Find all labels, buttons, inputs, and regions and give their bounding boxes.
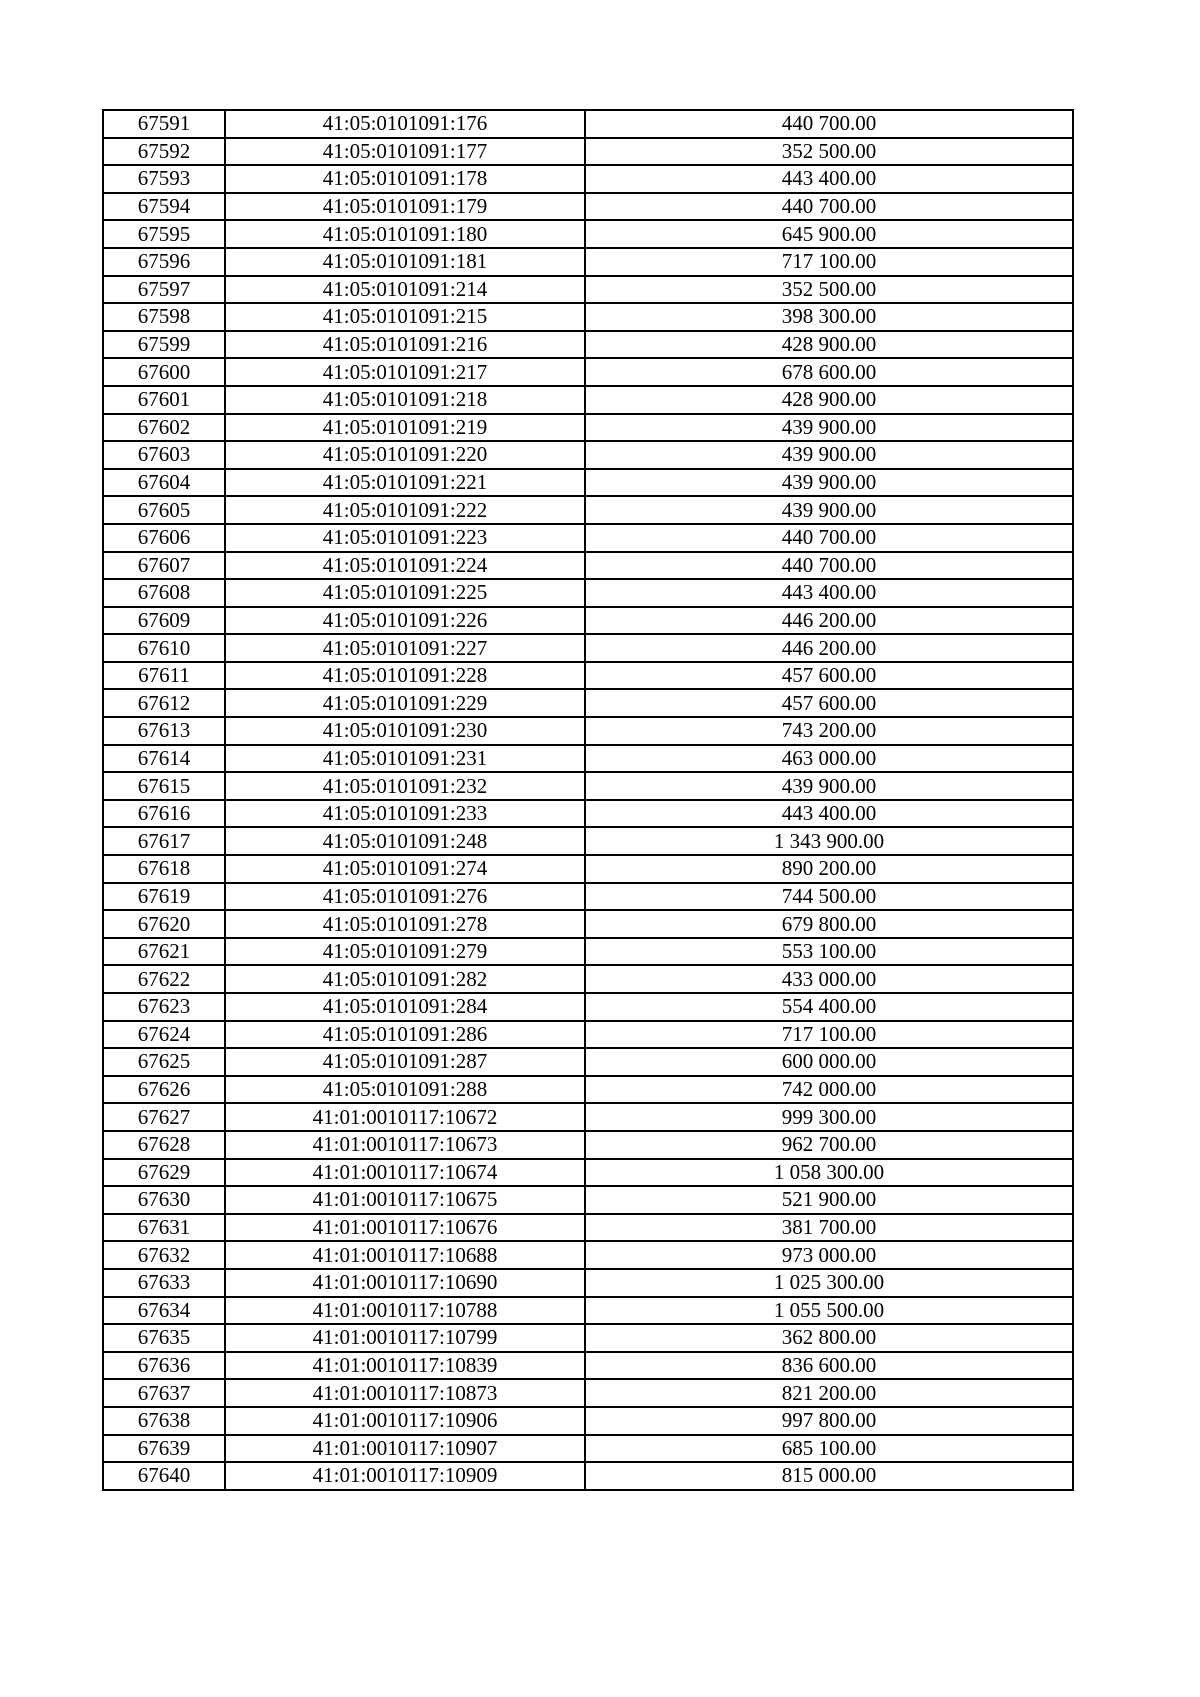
cadastral-number-cell: 41:01:0010117:10673 bbox=[225, 1131, 585, 1159]
row-number-cell: 67601 bbox=[103, 386, 225, 414]
cadastral-number-cell: 41:05:0101091:224 bbox=[225, 552, 585, 580]
row-number-cell: 67623 bbox=[103, 993, 225, 1021]
table-row bbox=[103, 552, 1073, 580]
cadastral-number-cell: 41:01:0010117:10672 bbox=[225, 1103, 585, 1131]
row-number-cell: 67617 bbox=[103, 827, 225, 855]
row-number-cell: 67600 bbox=[103, 358, 225, 386]
cadastral-number-cell: 41:01:0010117:10688 bbox=[225, 1241, 585, 1269]
cadastral-number-cell: 41:05:0101091:233 bbox=[225, 800, 585, 828]
row-number-cell: 67640 bbox=[103, 1462, 225, 1490]
cadastral-number-cell: 41:01:0010117:10906 bbox=[225, 1407, 585, 1435]
row-number-cell: 67591 bbox=[103, 110, 225, 138]
cadastral-value-cell: 742 000.00 bbox=[585, 1076, 1073, 1104]
cadastral-value-cell: 439 900.00 bbox=[585, 469, 1073, 497]
cadastral-number-cell: 41:05:0101091:223 bbox=[225, 524, 585, 552]
cadastral-value-cell: 463 000.00 bbox=[585, 745, 1073, 773]
table-row bbox=[103, 110, 1073, 138]
row-number-cell: 67612 bbox=[103, 689, 225, 717]
cadastral-number-cell: 41:05:0101091:231 bbox=[225, 745, 585, 773]
cadastral-number-cell: 41:01:0010117:10690 bbox=[225, 1269, 585, 1297]
cadastral-number-cell: 41:01:0010117:10788 bbox=[225, 1297, 585, 1325]
cadastral-number-cell: 41:05:0101091:178 bbox=[225, 165, 585, 193]
table-row bbox=[103, 579, 1073, 607]
row-number-cell: 67613 bbox=[103, 717, 225, 745]
table-row bbox=[103, 1269, 1073, 1297]
row-number-cell: 67605 bbox=[103, 496, 225, 524]
cadastral-number-cell: 41:01:0010117:10674 bbox=[225, 1159, 585, 1187]
table-row bbox=[103, 248, 1073, 276]
table-row bbox=[103, 1214, 1073, 1242]
cadastral-value-cell: 553 100.00 bbox=[585, 938, 1073, 966]
table-row bbox=[103, 938, 1073, 966]
row-number-cell: 67608 bbox=[103, 579, 225, 607]
cadastral-value-cell: 440 700.00 bbox=[585, 552, 1073, 580]
row-number-cell: 67620 bbox=[103, 910, 225, 938]
cadastral-value-cell: 645 900.00 bbox=[585, 220, 1073, 248]
row-number-cell: 67633 bbox=[103, 1269, 225, 1297]
cadastral-value-cell: 999 300.00 bbox=[585, 1103, 1073, 1131]
table-row bbox=[103, 1241, 1073, 1269]
row-number-cell: 67592 bbox=[103, 138, 225, 166]
table-row bbox=[103, 386, 1073, 414]
cadastral-value-cell: 440 700.00 bbox=[585, 524, 1073, 552]
cadastral-value-cell: 440 700.00 bbox=[585, 110, 1073, 138]
table-row bbox=[103, 496, 1073, 524]
row-number-cell: 67614 bbox=[103, 745, 225, 773]
cadastral-number-cell: 41:01:0010117:10873 bbox=[225, 1379, 585, 1407]
table-row bbox=[103, 1297, 1073, 1325]
cadastral-number-cell: 41:05:0101091:220 bbox=[225, 441, 585, 469]
row-number-cell: 67615 bbox=[103, 772, 225, 800]
row-number-cell: 67637 bbox=[103, 1379, 225, 1407]
cadastral-number-cell: 41:05:0101091:230 bbox=[225, 717, 585, 745]
row-number-cell: 67630 bbox=[103, 1186, 225, 1214]
cadastral-value-cell: 962 700.00 bbox=[585, 1131, 1073, 1159]
cadastral-number-cell: 41:05:0101091:278 bbox=[225, 910, 585, 938]
row-number-cell: 67609 bbox=[103, 607, 225, 635]
cadastral-number-cell: 41:05:0101091:286 bbox=[225, 1021, 585, 1049]
cadastral-number-cell: 41:05:0101091:287 bbox=[225, 1048, 585, 1076]
row-number-cell: 67636 bbox=[103, 1352, 225, 1380]
cadastral-number-cell: 41:05:0101091:227 bbox=[225, 634, 585, 662]
table-row bbox=[103, 1103, 1073, 1131]
cadastral-number-cell: 41:05:0101091:216 bbox=[225, 331, 585, 359]
cadastral-value-cell: 398 300.00 bbox=[585, 303, 1073, 331]
table-row bbox=[103, 745, 1073, 773]
row-number-cell: 67624 bbox=[103, 1021, 225, 1049]
cadastral-value-cell: 836 600.00 bbox=[585, 1352, 1073, 1380]
cadastral-number-cell: 41:05:0101091:177 bbox=[225, 138, 585, 166]
cadastral-value-cell: 997 800.00 bbox=[585, 1407, 1073, 1435]
table-row bbox=[103, 1021, 1073, 1049]
table-row bbox=[103, 634, 1073, 662]
table-row bbox=[103, 331, 1073, 359]
table-row bbox=[103, 193, 1073, 221]
row-number-cell: 67619 bbox=[103, 883, 225, 911]
row-number-cell: 67628 bbox=[103, 1131, 225, 1159]
cadastral-number-cell: 41:05:0101091:218 bbox=[225, 386, 585, 414]
row-number-cell: 67625 bbox=[103, 1048, 225, 1076]
cadastral-value-cell: 440 700.00 bbox=[585, 193, 1073, 221]
cadastral-number-cell: 41:05:0101091:279 bbox=[225, 938, 585, 966]
cadastral-value-cell: 362 800.00 bbox=[585, 1324, 1073, 1352]
row-number-cell: 67606 bbox=[103, 524, 225, 552]
row-number-cell: 67618 bbox=[103, 855, 225, 883]
row-number-cell: 67597 bbox=[103, 276, 225, 304]
cadastral-number-cell: 41:05:0101091:248 bbox=[225, 827, 585, 855]
cadastral-number-cell: 41:05:0101091:232 bbox=[225, 772, 585, 800]
row-number-cell: 67627 bbox=[103, 1103, 225, 1131]
cadastral-number-cell: 41:05:0101091:282 bbox=[225, 965, 585, 993]
table-row bbox=[103, 883, 1073, 911]
cadastral-value-cell: 1 055 500.00 bbox=[585, 1297, 1073, 1325]
cadastral-value-cell: 678 600.00 bbox=[585, 358, 1073, 386]
cadastral-value-cell: 1 025 300.00 bbox=[585, 1269, 1073, 1297]
row-number-cell: 67604 bbox=[103, 469, 225, 497]
table-body bbox=[103, 110, 1073, 1490]
cadastral-number-cell: 41:05:0101091:214 bbox=[225, 276, 585, 304]
row-number-cell: 67639 bbox=[103, 1435, 225, 1463]
table-row bbox=[103, 855, 1073, 883]
table-row bbox=[103, 220, 1073, 248]
table-row bbox=[103, 662, 1073, 690]
cadastral-value-cell: 428 900.00 bbox=[585, 331, 1073, 359]
table-row bbox=[103, 1048, 1073, 1076]
row-number-cell: 67598 bbox=[103, 303, 225, 331]
table-row bbox=[103, 1407, 1073, 1435]
table-row bbox=[103, 827, 1073, 855]
table-row bbox=[103, 165, 1073, 193]
cadastral-value-cell: 1 058 300.00 bbox=[585, 1159, 1073, 1187]
cadastral-value-cell: 428 900.00 bbox=[585, 386, 1073, 414]
cadastral-value-cell: 446 200.00 bbox=[585, 607, 1073, 635]
row-number-cell: 67632 bbox=[103, 1241, 225, 1269]
row-number-cell: 67631 bbox=[103, 1214, 225, 1242]
row-number-cell: 67594 bbox=[103, 193, 225, 221]
cadastral-value-cell: 457 600.00 bbox=[585, 662, 1073, 690]
cadastral-value-cell: 890 200.00 bbox=[585, 855, 1073, 883]
table-row bbox=[103, 1352, 1073, 1380]
table-row bbox=[103, 303, 1073, 331]
cadastral-number-cell: 41:01:0010117:10907 bbox=[225, 1435, 585, 1463]
table-row bbox=[103, 138, 1073, 166]
cadastral-value-table bbox=[102, 109, 1074, 1491]
cadastral-value-cell: 352 500.00 bbox=[585, 138, 1073, 166]
cadastral-value-cell: 443 400.00 bbox=[585, 579, 1073, 607]
cadastral-value-cell: 457 600.00 bbox=[585, 689, 1073, 717]
cadastral-number-cell: 41:05:0101091:215 bbox=[225, 303, 585, 331]
cadastral-value-cell: 439 900.00 bbox=[585, 496, 1073, 524]
table-row bbox=[103, 1379, 1073, 1407]
table-row bbox=[103, 414, 1073, 442]
cadastral-value-cell: 352 500.00 bbox=[585, 276, 1073, 304]
cadastral-value-cell: 600 000.00 bbox=[585, 1048, 1073, 1076]
row-number-cell: 67610 bbox=[103, 634, 225, 662]
row-number-cell: 67635 bbox=[103, 1324, 225, 1352]
cadastral-number-cell: 41:05:0101091:221 bbox=[225, 469, 585, 497]
table-row bbox=[103, 993, 1073, 1021]
table-row bbox=[103, 910, 1073, 938]
cadastral-number-cell: 41:01:0010117:10839 bbox=[225, 1352, 585, 1380]
cadastral-value-cell: 439 900.00 bbox=[585, 414, 1073, 442]
cadastral-number-cell: 41:05:0101091:274 bbox=[225, 855, 585, 883]
table-row bbox=[103, 717, 1073, 745]
cadastral-number-cell: 41:05:0101091:219 bbox=[225, 414, 585, 442]
cadastral-number-cell: 41:05:0101091:176 bbox=[225, 110, 585, 138]
row-number-cell: 67599 bbox=[103, 331, 225, 359]
table-row bbox=[103, 1324, 1073, 1352]
table-row bbox=[103, 524, 1073, 552]
row-number-cell: 67622 bbox=[103, 965, 225, 993]
cadastral-value-cell: 446 200.00 bbox=[585, 634, 1073, 662]
cadastral-number-cell: 41:01:0010117:10676 bbox=[225, 1214, 585, 1242]
row-number-cell: 67629 bbox=[103, 1159, 225, 1187]
cadastral-value-cell: 679 800.00 bbox=[585, 910, 1073, 938]
cadastral-number-cell: 41:01:0010117:10675 bbox=[225, 1186, 585, 1214]
cadastral-number-cell: 41:05:0101091:180 bbox=[225, 220, 585, 248]
table-row bbox=[103, 772, 1073, 800]
cadastral-number-cell: 41:05:0101091:222 bbox=[225, 496, 585, 524]
cadastral-value-cell: 685 100.00 bbox=[585, 1435, 1073, 1463]
table-row bbox=[103, 1131, 1073, 1159]
table-row bbox=[103, 441, 1073, 469]
table-row bbox=[103, 1159, 1073, 1187]
table-row bbox=[103, 689, 1073, 717]
row-number-cell: 67634 bbox=[103, 1297, 225, 1325]
row-number-cell: 67626 bbox=[103, 1076, 225, 1104]
cadastral-number-cell: 41:01:0010117:10799 bbox=[225, 1324, 585, 1352]
table-row bbox=[103, 1186, 1073, 1214]
cadastral-value-cell: 433 000.00 bbox=[585, 965, 1073, 993]
row-number-cell: 67638 bbox=[103, 1407, 225, 1435]
cadastral-value-cell: 1 343 900.00 bbox=[585, 827, 1073, 855]
cadastral-number-cell: 41:05:0101091:181 bbox=[225, 248, 585, 276]
cadastral-number-cell: 41:05:0101091:229 bbox=[225, 689, 585, 717]
row-number-cell: 67616 bbox=[103, 800, 225, 828]
cadastral-value-cell: 443 400.00 bbox=[585, 165, 1073, 193]
row-number-cell: 67611 bbox=[103, 662, 225, 690]
table-row bbox=[103, 276, 1073, 304]
cadastral-number-cell: 41:05:0101091:288 bbox=[225, 1076, 585, 1104]
table-row bbox=[103, 1076, 1073, 1104]
table-row bbox=[103, 800, 1073, 828]
row-number-cell: 67596 bbox=[103, 248, 225, 276]
cadastral-number-cell: 41:05:0101091:226 bbox=[225, 607, 585, 635]
row-number-cell: 67621 bbox=[103, 938, 225, 966]
cadastral-value-cell: 743 200.00 bbox=[585, 717, 1073, 745]
cadastral-number-cell: 41:05:0101091:225 bbox=[225, 579, 585, 607]
row-number-cell: 67603 bbox=[103, 441, 225, 469]
cadastral-value-cell: 821 200.00 bbox=[585, 1379, 1073, 1407]
cadastral-value-cell: 554 400.00 bbox=[585, 993, 1073, 1021]
cadastral-value-cell: 744 500.00 bbox=[585, 883, 1073, 911]
cadastral-value-cell: 381 700.00 bbox=[585, 1214, 1073, 1242]
cadastral-number-cell: 41:01:0010117:10909 bbox=[225, 1462, 585, 1490]
cadastral-value-cell: 815 000.00 bbox=[585, 1462, 1073, 1490]
table-row bbox=[103, 607, 1073, 635]
row-number-cell: 67593 bbox=[103, 165, 225, 193]
cadastral-value-cell: 439 900.00 bbox=[585, 772, 1073, 800]
row-number-cell: 67607 bbox=[103, 552, 225, 580]
cadastral-value-cell: 521 900.00 bbox=[585, 1186, 1073, 1214]
cadastral-value-cell: 439 900.00 bbox=[585, 441, 1073, 469]
table-row bbox=[103, 358, 1073, 386]
cadastral-number-cell: 41:05:0101091:276 bbox=[225, 883, 585, 911]
cadastral-number-cell: 41:05:0101091:228 bbox=[225, 662, 585, 690]
row-number-cell: 67602 bbox=[103, 414, 225, 442]
cadastral-value-cell: 973 000.00 bbox=[585, 1241, 1073, 1269]
table-row bbox=[103, 469, 1073, 497]
table-row bbox=[103, 1462, 1073, 1490]
cadastral-number-cell: 41:05:0101091:217 bbox=[225, 358, 585, 386]
table-row bbox=[103, 965, 1073, 993]
cadastral-number-cell: 41:05:0101091:284 bbox=[225, 993, 585, 1021]
cadastral-value-cell: 443 400.00 bbox=[585, 800, 1073, 828]
row-number-cell: 67595 bbox=[103, 220, 225, 248]
cadastral-value-cell: 717 100.00 bbox=[585, 1021, 1073, 1049]
cadastral-value-cell: 717 100.00 bbox=[585, 248, 1073, 276]
table-row bbox=[103, 1435, 1073, 1463]
cadastral-number-cell: 41:05:0101091:179 bbox=[225, 193, 585, 221]
